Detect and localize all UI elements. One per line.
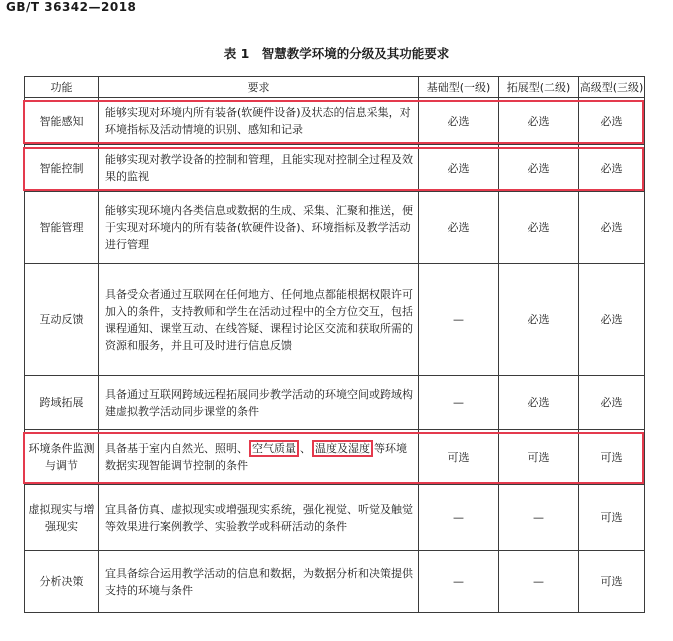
function-requirements-table bbox=[24, 76, 645, 613]
level-advanced-cell: 可选 bbox=[579, 485, 645, 551]
level-extended-cell: 必选 bbox=[499, 264, 579, 376]
requirement-cell: 能够实现环境内各类信息或数据的生成、采集、汇聚和推送，便于实现对环境内的所有装备(软硬件设备)、环境指标及教学活动进行管理 bbox=[99, 192, 419, 264]
highlighted-term-temperature-humidity: 温度及湿度 bbox=[312, 440, 373, 457]
requirement-cell: 能够实现对教学设备的控制和管理，且能实现对控制全过程及效果的监视 bbox=[99, 145, 419, 192]
level-basic-cell: 必选 bbox=[419, 145, 499, 192]
level-extended-cell: 必选 bbox=[499, 145, 579, 192]
function-cell: 分析决策 bbox=[25, 551, 99, 613]
level-basic-cell: — bbox=[419, 485, 499, 551]
level-basic-cell: 必选 bbox=[419, 192, 499, 264]
function-cell: 智能管理 bbox=[25, 192, 99, 264]
level-basic-cell: 必选 bbox=[419, 98, 499, 145]
table-row bbox=[25, 145, 645, 192]
level-advanced-cell: 可选 bbox=[579, 551, 645, 613]
level-advanced-cell: 必选 bbox=[579, 376, 645, 430]
table-row bbox=[25, 551, 645, 613]
level-extended-cell: 必选 bbox=[499, 376, 579, 430]
column-header-level-extended: 拓展型(二级) bbox=[499, 77, 579, 98]
requirement-text-part: 等环境数据实现智能调节控制的条件 bbox=[105, 442, 407, 472]
highlighted-term-air-quality: 空气质量 bbox=[249, 440, 299, 457]
column-header-requirement: 要求 bbox=[99, 77, 419, 98]
table-row bbox=[25, 192, 645, 264]
function-cell: 互动反馈 bbox=[25, 264, 99, 376]
table-row bbox=[25, 264, 645, 376]
requirement-text-part: 、 bbox=[300, 442, 311, 455]
level-advanced-cell: 必选 bbox=[579, 264, 645, 376]
level-extended-cell: 可选 bbox=[499, 430, 579, 485]
level-advanced-cell: 必选 bbox=[579, 98, 645, 145]
requirement-cell: 能够实现对环境内所有装备(软硬件设备)及状态的信息采集，对环境指标及活动情境的识别、感知和记录 bbox=[99, 98, 419, 145]
level-extended-cell: — bbox=[499, 485, 579, 551]
column-header-level-advanced: 高级型(三级) bbox=[579, 77, 645, 98]
level-basic-cell: 可选 bbox=[419, 430, 499, 485]
requirement-cell: 宜具备仿真、虚拟现实或增强现实系统，强化视觉、听觉及触觉等效果进行案例教学、实验教学或科研活动的条件 bbox=[99, 485, 419, 551]
table-row bbox=[25, 430, 645, 485]
function-cell: 智能控制 bbox=[25, 145, 99, 192]
level-basic-cell: — bbox=[419, 376, 499, 430]
level-advanced-cell: 可选 bbox=[579, 430, 645, 485]
table-row bbox=[25, 485, 645, 551]
table-header-row bbox=[25, 77, 645, 98]
level-basic-cell: — bbox=[419, 264, 499, 376]
level-advanced-cell: 必选 bbox=[579, 192, 645, 264]
level-basic-cell: — bbox=[419, 551, 499, 613]
table-title: 表 1 智慧教学环境的分级及其功能要求 bbox=[223, 46, 450, 61]
function-cell: 智能感知 bbox=[25, 98, 99, 145]
requirement-cell bbox=[99, 430, 419, 485]
requirement-text-part: 具备基于室内自然光、照明、 bbox=[105, 442, 248, 455]
level-extended-cell: 必选 bbox=[499, 98, 579, 145]
table-row bbox=[25, 98, 645, 145]
function-cell: 虚拟现实与增强现实 bbox=[25, 485, 99, 551]
requirement-cell: 具备受众者通过互联网在任何地方、任何地点都能根据权限许可加入的条件，支持教师和学生在活动过程中的全方位交互，包括课程通知、课堂互动、在线答疑、课程讨论区交流和获取所需的资源和服务，并且可及时进行信息反馈 bbox=[99, 264, 419, 376]
column-header-level-basic: 基础型(一级) bbox=[419, 77, 499, 98]
table-row bbox=[25, 376, 645, 430]
function-cell: 环境条件监测与调节 bbox=[25, 430, 99, 485]
level-advanced-cell: 必选 bbox=[579, 145, 645, 192]
requirement-cell: 宜具备综合运用教学活动的信息和数据，为数据分析和决策提供支持的环境与条件 bbox=[99, 551, 419, 613]
function-cell: 跨域拓展 bbox=[25, 376, 99, 430]
standard-number: GB/T 36342—2018 bbox=[6, 0, 137, 14]
column-header-function: 功能 bbox=[25, 77, 99, 98]
level-extended-cell: — bbox=[499, 551, 579, 613]
level-extended-cell: 必选 bbox=[499, 192, 579, 264]
requirement-cell: 具备通过互联网跨域远程拓展同步教学活动的环境空间或跨域构建虚拟教学活动同步课堂的条件 bbox=[99, 376, 419, 430]
